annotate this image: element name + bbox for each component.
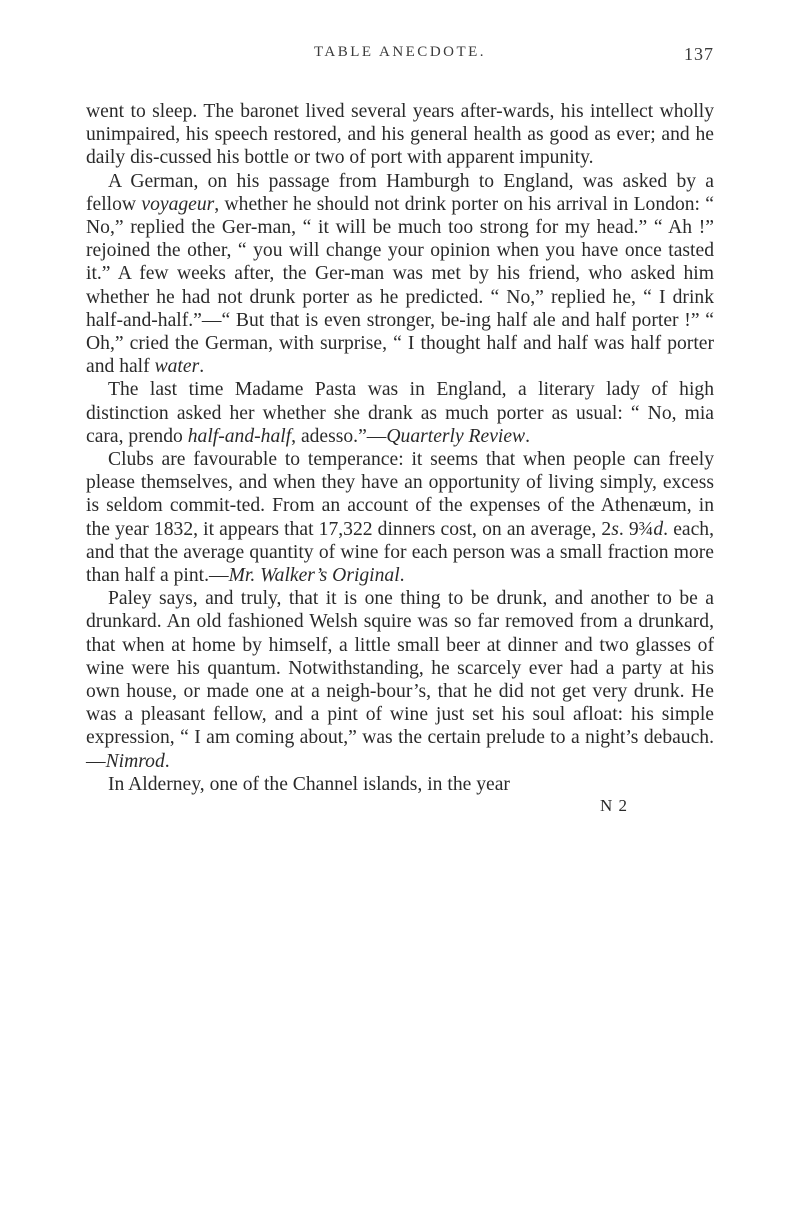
text-run: . 9¾ (618, 518, 654, 540)
text-run: . each, and that the average quantity of wine for each person was a small fraction more than half a pint.— (86, 518, 714, 587)
italic-text: d (653, 518, 664, 540)
running-head (86, 44, 714, 84)
text-run: . (525, 425, 531, 447)
paragraph (86, 170, 714, 379)
text-run: Paley says, and truly, that it is one thing to be drunk, and another to be a drunkard. An old fashioned Welsh squire was so far removed from a drunkard, that when at home by himself, a little small beer at dinner and two glasses of wine were his quantum. Notwithstanding, he scarcely ever had a party at his own house, or made one at a neigh-bour’s, that he did not get very drunk. He was a pleasant fellow, and a pint of wine just set his soul afloat: his simple expression, “ I am coming about,” was the certain prelude to a night’s debauch.— (86, 588, 714, 772)
book-page (86, 44, 714, 816)
paragraph (86, 378, 714, 448)
text-run: went to sleep. The baronet lived several years after-wards, his intellect wholly unimpaired, his speech restored, and his general health as good as ever; and he daily dis-cussed his bottle or two of port with apparent impunity. (86, 101, 714, 169)
text-run: . (199, 356, 205, 378)
italic-text: voyageur (141, 193, 215, 215)
text-run: In Alderney, one of the Channel islands, in the year (108, 773, 510, 795)
paragraph (86, 587, 714, 773)
paragraph (86, 100, 714, 170)
italic-text: Nimrod (105, 750, 165, 772)
text-run: A German, on his passage from Hamburgh to England, was asked by a fellow (86, 170, 714, 215)
italic-text: water (154, 356, 200, 378)
paragraph (86, 448, 714, 587)
italic-text: Quarterly Review (386, 425, 526, 447)
text-run: . (164, 750, 170, 772)
text-run: Clubs are favourable to temperance: it seems that when people can freely please themselves, and when they have an opportunity of living simply, excess is seldom commit-ted. From an account of the expenses of the Athenæum, in the year 1832, it appears that 17,322 dinners cost, on an average, 2 (86, 449, 714, 540)
signature-mark: N 2 (599, 796, 628, 816)
running-title: TABLE ANECDOTE. (313, 44, 487, 60)
italic-text: Mr. Walker’s Original (228, 565, 400, 587)
page-number: 137 (684, 44, 714, 64)
text-run: , adesso.”— (291, 425, 387, 447)
italic-text: s (611, 518, 619, 540)
text-run: The last time Madame Pasta was in England, a literary lady of high distinction asked her whether she drank as much porter as usual: “ No, mia cara, prendo (86, 379, 714, 447)
text-run: . (399, 565, 405, 587)
text-run: , whether he should not drink porter on his arrival in London: “ No,” replied the Ger-man, “ it will be much too strong for my head.” “ Ah !” rejoined the other, “ you will change your opinion when you have once tasted it.” A few weeks after, the Ger-man was met by his friend, who asked him whether he had not drunk porter as he predicted. “ No,” replied he, “ I drink half-and-half.”—“ But that is even stronger, be-ing half ale and half porter !” “ Oh,” cried the German, with surprise, “ I thought half and half was half porter and half (86, 193, 714, 378)
italic-text: half-and-half (187, 425, 292, 447)
paragraph (86, 773, 714, 796)
body-text (86, 100, 714, 796)
